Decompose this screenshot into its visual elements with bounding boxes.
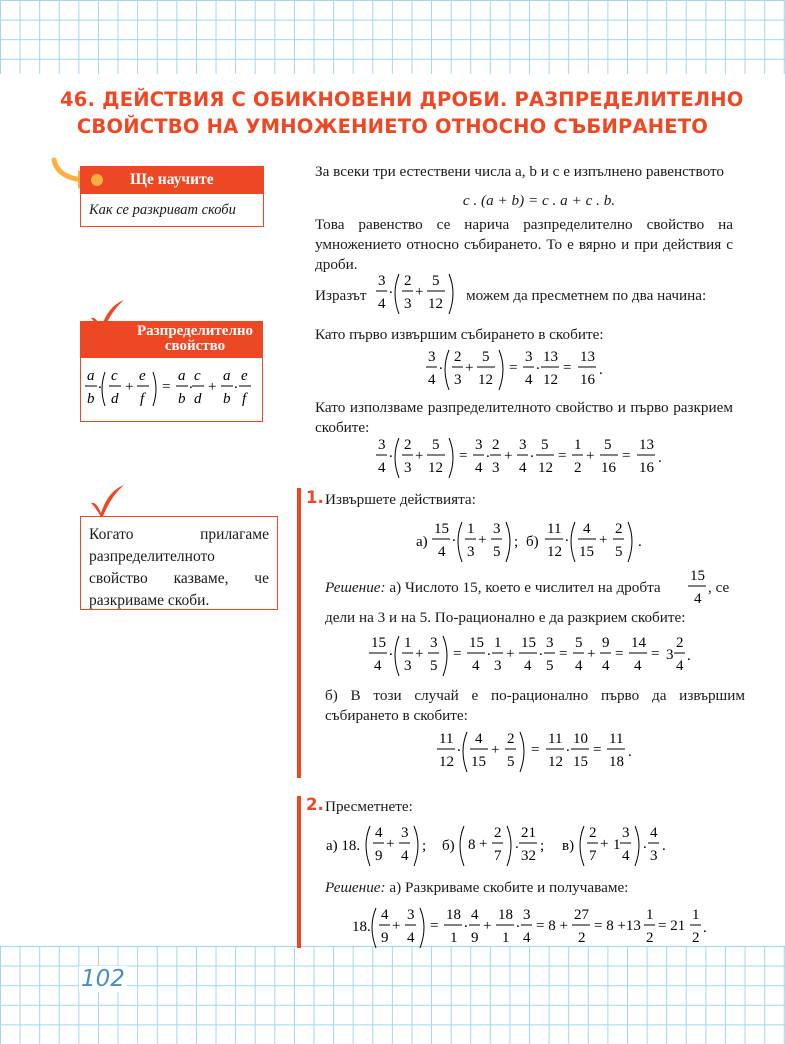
svg-text:18: 18 [446, 907, 461, 923]
svg-text:4: 4 [378, 296, 386, 312]
svg-text:3: 3 [546, 635, 554, 651]
svg-text:=: = [453, 646, 462, 662]
svg-text:+: + [506, 646, 515, 662]
svg-text:4: 4 [378, 460, 386, 476]
svg-text:1: 1 [574, 437, 582, 453]
svg-text:.: . [439, 357, 443, 373]
svg-text:4: 4 [519, 460, 527, 476]
grid-header [0, 0, 785, 74]
svg-text:2: 2 [676, 635, 684, 651]
svg-text:3: 3 [666, 647, 674, 663]
intro-paragraph-2: Това равенство се нарича разпределително свойство на умножението относно събирането. То е вярно и при действия с дроби. [315, 216, 733, 273]
svg-text:15: 15 [471, 754, 486, 770]
svg-text:.: . [662, 838, 666, 854]
svg-text:2: 2 [454, 349, 462, 365]
svg-text:16: 16 [580, 372, 595, 388]
svg-text:4: 4 [475, 460, 483, 476]
svg-text:13: 13 [580, 349, 595, 365]
svg-text:=: = [622, 448, 631, 464]
svg-text:f: f [242, 391, 247, 407]
svg-text:3: 3 [428, 349, 436, 365]
svg-text:11: 11 [548, 731, 563, 747]
expression-fraction [375, 268, 471, 322]
svg-text:.: . [566, 739, 570, 755]
svg-text:3: 3 [404, 296, 412, 312]
grid-footer [0, 946, 785, 1044]
svg-text:+: + [392, 918, 401, 934]
svg-text:+: + [479, 836, 488, 852]
svg-text:=: = [509, 360, 518, 376]
svg-text:+: + [415, 646, 424, 662]
svg-text:.: . [687, 648, 691, 664]
svg-text:3: 3 [650, 848, 658, 864]
svg-text:5: 5 [430, 658, 438, 674]
svg-text:7: 7 [494, 848, 502, 864]
svg-text:1: 1 [646, 907, 654, 923]
svg-text:15: 15 [579, 544, 594, 560]
svg-text:9: 9 [602, 635, 610, 651]
svg-text:9: 9 [375, 848, 383, 864]
svg-text:+: + [599, 532, 608, 548]
svg-text:7: 7 [589, 848, 597, 864]
svg-text:c: c [194, 368, 201, 384]
svg-text:=: = [430, 918, 439, 934]
svg-text:d: d [194, 391, 202, 407]
svg-text:1: 1 [494, 635, 502, 651]
svg-text:.: . [98, 376, 102, 392]
svg-text:12: 12 [547, 544, 562, 560]
svg-text:4: 4 [428, 372, 436, 388]
svg-text:2: 2 [492, 437, 500, 453]
svg-text:.: . [389, 643, 393, 659]
svg-text:15: 15 [434, 521, 449, 537]
svg-text:f: f [140, 391, 145, 407]
svg-text:3: 3 [378, 437, 386, 453]
svg-text:18.: 18. [352, 919, 371, 935]
svg-text:.: . [457, 739, 461, 755]
svg-text:4: 4 [575, 658, 583, 674]
svg-text:3: 3 [519, 437, 527, 453]
svg-text:.: . [487, 643, 491, 659]
svg-text:.: . [234, 376, 238, 392]
svg-text:d: d [111, 391, 119, 407]
exercise-1-bar [297, 488, 301, 778]
learn-box [80, 166, 264, 228]
svg-text:5: 5 [546, 658, 554, 674]
exercise-1-tasks [416, 516, 646, 572]
exercise-2a-calculation [352, 902, 712, 956]
exercise-2-bar [297, 796, 301, 948]
svg-text:11: 11 [609, 731, 624, 747]
svg-text:б): б) [526, 534, 539, 550]
svg-text:c: c [111, 368, 118, 384]
svg-text:b: b [223, 391, 231, 407]
rule-formula-svg [81, 358, 264, 420]
svg-text:3: 3 [404, 658, 412, 674]
svg-text:1: 1 [692, 907, 700, 923]
svg-text:4: 4 [523, 930, 531, 946]
svg-text:e: e [139, 368, 146, 384]
svg-text:16: 16 [639, 460, 654, 476]
svg-text:.: . [703, 920, 707, 936]
svg-text:1: 1 [450, 930, 458, 946]
svg-text:5: 5 [493, 544, 501, 560]
svg-text:=: = [651, 646, 660, 662]
svg-text:a: a [223, 368, 231, 384]
svg-text:= 8 +: = 8 + [536, 918, 568, 934]
svg-text:4: 4 [622, 848, 630, 864]
svg-text:9: 9 [381, 930, 389, 946]
svg-text:5: 5 [432, 437, 440, 453]
svg-text:3: 3 [454, 372, 462, 388]
intro-paragraph-3a: Изразът [315, 287, 367, 304]
svg-text:3: 3 [430, 635, 438, 651]
svg-text:32: 32 [521, 848, 536, 864]
svg-text:+: + [465, 360, 474, 376]
svg-text:+: + [415, 448, 424, 464]
svg-text:b: b [178, 391, 186, 407]
exercise-2-number: 2. [306, 795, 324, 814]
svg-text:4: 4 [375, 825, 383, 841]
svg-text:1: 1 [613, 837, 621, 853]
rule-header: Разпределително свойство [80, 321, 263, 358]
svg-text:+: + [491, 742, 500, 758]
svg-text:a: a [178, 368, 186, 384]
svg-text:+: + [600, 836, 609, 852]
svg-text:14: 14 [631, 635, 646, 651]
svg-text:.: . [464, 915, 468, 931]
svg-text:+: + [208, 379, 217, 395]
svg-text:.: . [599, 362, 603, 378]
svg-text:16: 16 [601, 460, 616, 476]
svg-text:5: 5 [507, 754, 515, 770]
svg-text:3: 3 [401, 825, 409, 841]
rule-formula [80, 358, 263, 422]
svg-text:4: 4 [471, 907, 479, 923]
svg-text:b: b [87, 391, 95, 407]
exercise-2-tasks [326, 820, 676, 876]
svg-text:5: 5 [575, 635, 583, 651]
svg-text:.: . [536, 357, 540, 373]
svg-text:a: a [87, 368, 95, 384]
exercise-1-solution-b: б) В този случай е по-рационално първо да извършим събирането в скобите: [325, 687, 745, 724]
svg-text:21: 21 [521, 825, 536, 841]
svg-text:4: 4 [634, 658, 642, 674]
svg-text:3: 3 [404, 460, 412, 476]
svg-text:4: 4 [676, 658, 684, 674]
svg-text:12: 12 [543, 372, 558, 388]
svg-text:+: + [478, 532, 487, 548]
note-text: Когато прилагаме разпределителното свойство казваме, че разкриваме скоби. [89, 526, 269, 609]
svg-text:а): а) [416, 534, 428, 550]
page-title: 46. ДЕЙСТВИЯ С ОБИКНОВЕНИ ДРОБИ. РАЗПРЕДЕЛИТЕЛНО СВОЙСТВО НА УМНОЖЕНИЕТО ОТНОСНО СЪБИРАНЕТО [60, 88, 744, 138]
svg-text:.: . [189, 376, 193, 392]
svg-text:=: = [558, 448, 567, 464]
svg-text:2: 2 [404, 273, 412, 289]
svg-text:4: 4 [525, 372, 533, 388]
rule-box [80, 321, 263, 422]
svg-text:.: . [516, 915, 520, 931]
svg-text:5: 5 [604, 437, 612, 453]
svg-text:3: 3 [492, 460, 500, 476]
learn-body: Как се разкриват скоби [80, 194, 264, 227]
svg-text:;: ; [514, 534, 519, 550]
exercise-1-number: 1. [306, 488, 324, 507]
svg-text:15: 15 [573, 754, 588, 770]
svg-text:12: 12 [428, 296, 443, 312]
exercise-1-solution-a: Решение: а) Числото 15, което е числител на дробта [325, 579, 661, 596]
svg-text:.: . [389, 281, 393, 297]
svg-text:3: 3 [622, 825, 630, 841]
exercise-2-task: Пресметнете: [325, 798, 413, 815]
svg-text:.: . [565, 529, 569, 545]
svg-text:= 21: = 21 [658, 918, 686, 934]
svg-text:;: ; [540, 838, 545, 854]
svg-text:+: + [483, 918, 492, 934]
intro-paragraph-4: Като първо извършим събирането в скобите: [315, 326, 604, 343]
svg-text:а) 18.: а) 18. [326, 838, 361, 854]
svg-text:б): б) [442, 838, 455, 854]
svg-text:12: 12 [548, 754, 563, 770]
svg-text:2: 2 [589, 825, 597, 841]
svg-text:2: 2 [574, 460, 582, 476]
svg-text:.: . [658, 450, 662, 466]
svg-text:4: 4 [524, 658, 532, 674]
svg-text:.: . [643, 836, 647, 852]
note-box [80, 516, 278, 610]
svg-text:12: 12 [478, 372, 493, 388]
svg-text:3: 3 [378, 273, 386, 289]
svg-text:12: 12 [538, 460, 553, 476]
svg-text:3: 3 [525, 349, 533, 365]
svg-text:.: . [539, 643, 543, 659]
svg-text:18: 18 [609, 754, 624, 770]
svg-text:+: + [415, 284, 424, 300]
svg-text:= 8 +13: = 8 +13 [594, 918, 641, 934]
svg-text:2: 2 [615, 521, 623, 537]
svg-text:=: = [593, 742, 602, 758]
svg-text:2: 2 [692, 930, 700, 946]
svg-text:;: ; [422, 838, 427, 854]
exercise-2-solution-a: Решение: а) Разкриваме скобите и получаваме: [325, 879, 629, 896]
learn-header: Ще научите [80, 166, 264, 194]
svg-text:15: 15 [469, 635, 484, 651]
svg-text:+: + [587, 646, 596, 662]
svg-text:=: = [563, 360, 572, 376]
svg-text:.: . [452, 529, 456, 545]
svg-text:+: + [586, 448, 595, 464]
svg-text:3: 3 [475, 437, 483, 453]
svg-text:+: + [504, 448, 513, 464]
svg-text:5: 5 [615, 544, 623, 560]
svg-text:4: 4 [583, 521, 591, 537]
svg-text:e: e [241, 368, 248, 384]
intro-paragraph-1: За всеки три естествени числа a, b и c е изпълнено равенството [315, 163, 724, 180]
svg-text:.: . [530, 445, 534, 461]
svg-text:15: 15 [371, 635, 386, 651]
svg-text:=: = [531, 742, 540, 758]
svg-text:=: = [615, 646, 624, 662]
svg-text:3: 3 [523, 907, 531, 923]
svg-text:8: 8 [468, 837, 476, 853]
svg-text:5: 5 [482, 349, 490, 365]
svg-text:4: 4 [650, 825, 658, 841]
intro-paragraph-3b: можем да пресметнем по два начина: [466, 287, 707, 304]
exercise-1-solution-a2: , се [708, 579, 730, 596]
svg-text:.: . [515, 836, 519, 852]
svg-text:5: 5 [541, 437, 549, 453]
svg-text:12: 12 [428, 460, 443, 476]
svg-text:1: 1 [467, 521, 475, 537]
svg-text:3: 3 [467, 544, 475, 560]
svg-text:11: 11 [547, 521, 562, 537]
distributive-formula: c . (a + b) = c . a + c . b. [462, 192, 616, 209]
page-number: 102 [81, 966, 125, 992]
svg-text:4: 4 [381, 907, 389, 923]
svg-text:4: 4 [438, 544, 446, 560]
exercise-1-task: Извършете действията: [325, 491, 476, 508]
svg-text:13: 13 [543, 349, 558, 365]
svg-text:.: . [389, 445, 393, 461]
svg-text:13: 13 [639, 437, 654, 453]
svg-text:3: 3 [493, 521, 501, 537]
svg-text:1: 1 [404, 635, 412, 651]
svg-text:4: 4 [602, 658, 610, 674]
svg-text:4: 4 [694, 591, 702, 607]
svg-text:4: 4 [374, 658, 382, 674]
svg-text:2: 2 [494, 825, 502, 841]
svg-text:2: 2 [404, 437, 412, 453]
svg-text:15: 15 [521, 635, 536, 651]
bullet-icon [91, 174, 103, 186]
svg-text:=: = [162, 379, 171, 395]
svg-text:11: 11 [439, 731, 454, 747]
svg-text:3: 3 [494, 658, 502, 674]
svg-text:.: . [486, 445, 490, 461]
method-2-calculation [375, 432, 665, 484]
svg-text:18: 18 [498, 907, 513, 923]
svg-text:=: = [559, 646, 568, 662]
svg-text:10: 10 [573, 731, 588, 747]
svg-text:=: = [459, 448, 468, 464]
svg-text:4: 4 [475, 731, 483, 747]
svg-text:+: + [386, 836, 395, 852]
exercise-1b-calculation [436, 726, 636, 780]
svg-text:.: . [638, 534, 642, 550]
svg-text:.: . [628, 744, 632, 760]
svg-text:12: 12 [439, 754, 454, 770]
svg-text:1: 1 [502, 930, 510, 946]
svg-text:5: 5 [432, 273, 440, 289]
svg-text:4: 4 [401, 848, 409, 864]
svg-text:4: 4 [407, 930, 415, 946]
svg-text:27: 27 [574, 907, 589, 923]
svg-text:15: 15 [690, 568, 705, 584]
svg-text:4: 4 [472, 658, 480, 674]
svg-text:2: 2 [578, 930, 586, 946]
method-1-calculation [425, 344, 615, 396]
svg-text:+: + [125, 379, 134, 395]
svg-text:в): в) [562, 838, 575, 854]
intro-paragraph-5: Като използваме разпределителното свойство и първо разкрием скобите: [315, 399, 733, 436]
svg-text:2: 2 [507, 731, 515, 747]
svg-text:9: 9 [471, 930, 479, 946]
exercise-1-solution-a3: дели на 3 и на 5. По-рационално е да разкрием скобите: [325, 609, 686, 626]
svg-text:3: 3 [407, 907, 415, 923]
exercise-1a-calculation [368, 630, 708, 684]
svg-text:2: 2 [646, 930, 654, 946]
